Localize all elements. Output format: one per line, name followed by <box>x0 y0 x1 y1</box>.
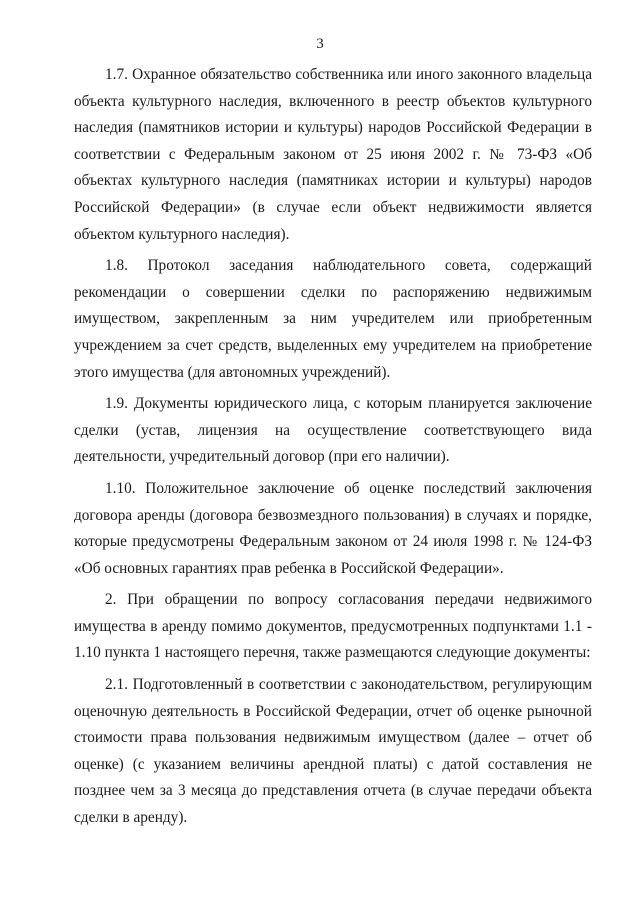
paragraph-2-1: 2.1. Подготовленный в соответствии с законодательством, регулирующим оценочную деятельность в Российской Федерации, отчет об оценке рыночной стоимости права пользования недвижимым имуществом (далее – отчет об оценке) (с указанием величины арендной платы) с датой составления не позднее чем за 3 месяца до представления отчета (в случае передачи объекта сделки в аренду). <box>74 676 592 827</box>
paragraph-2: 2. При обращении по вопросу согласования передачи недвижимого имущества в аренду помимо документов, предусмотренных подпунктами 1.1 - 1.10 пункта 1 настоящего перечня, также размещаются следующие документы: <box>74 591 592 662</box>
paragraph-1-7: 1.7. Охранное обязательство собственника или иного законного владельца объекта культурного наследия, включенного в реестр объектов культурного наследия (памятников истории и культуры) народов Российской Федерации в соответствии с Федеральным законом от 25 июня 2002 г. № 73-ФЗ «Об объектах культурного наследия (памятниках истории и культуры) народов Российской Федерации» (в случае если объект недвижимости является объектом культурного наследия). <box>74 66 592 243</box>
paragraph-1-9: 1.9. Документы юридического лица, с которым планируется заключение сделки (устав, лицензия на осуществление соответствующего вида деятельности, учредительный договор (при его наличии). <box>74 395 592 466</box>
paragraph-1-8: 1.8. Протокол заседания наблюдательного совета, содержащий рекомендации о совершении сделки по распоряжению недвижимым имуществом, закрепленным за ним учредителем или приобретенным учреждением за счет средств, выделенных ему учредителем на приобретение этого имущества (для автономных учреждений). <box>74 257 592 381</box>
page-number: 3 <box>316 36 324 52</box>
paragraph-1-10: 1.10. Положительное заключение об оценке последствий заключения договора аренды (договора безвозмездного пользования) в случаях и порядке, которые предусмотрены Федеральным законом от 24 июля 1998 г. № 124-ФЗ «Об основных гарантиях прав ребенка в Российской Федерации». <box>74 479 592 577</box>
document-body <box>74 62 592 837</box>
